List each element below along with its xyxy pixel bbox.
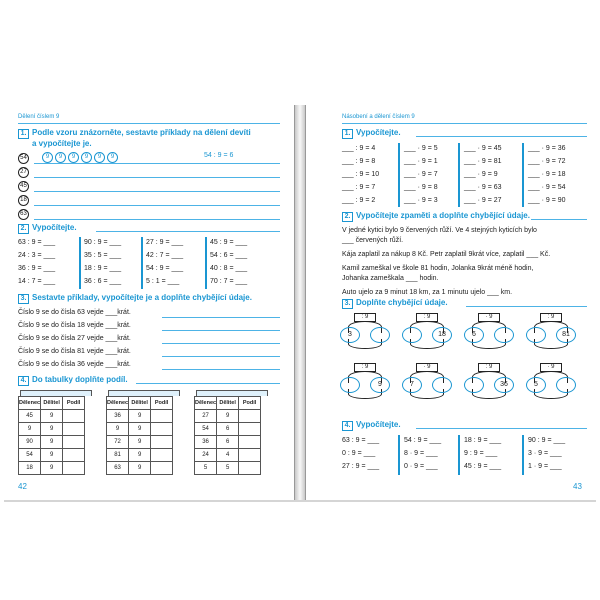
exercise[interactable]: 27 : 9 = ___ (146, 239, 184, 246)
answer-line[interactable] (34, 219, 280, 220)
right-s1-title-text: Vypočítejte. (356, 128, 401, 137)
exercise[interactable]: ___ · 9 = 45 (464, 145, 502, 152)
exercise[interactable]: 3 · 9 = ___ (528, 450, 562, 457)
table-row (107, 449, 173, 462)
dividend-cell: 9 (107, 423, 129, 436)
exercise[interactable]: 63 : 9 = ___ (18, 239, 56, 246)
left-s2-number: 2. (18, 224, 29, 234)
dividend-cell: 54 (19, 449, 41, 462)
left-s2-title-line (96, 231, 280, 232)
table-row (195, 449, 261, 462)
exercise-sentence: Číslo 9 se do čísla 36 vejde ___krát. (18, 361, 131, 368)
exercise[interactable]: ___ · 9 = 5 (404, 145, 438, 152)
operation-box: : 9 (354, 363, 376, 372)
right-value-oval[interactable] (432, 377, 452, 393)
table-row (195, 423, 261, 436)
divisor-cell: 9 (41, 436, 63, 449)
operation-diagram (398, 363, 458, 403)
exercise[interactable]: 9 : 9 = ___ (464, 450, 498, 457)
right-page-number: 43 (573, 482, 582, 491)
answer-line[interactable] (34, 205, 280, 206)
divisor-cell: 9 (217, 410, 239, 423)
left-page-header: Dělení číslem 9 (18, 114, 60, 120)
right-value-oval: 36 (494, 377, 514, 393)
left-value-oval[interactable] (464, 377, 484, 393)
column-separator (458, 435, 460, 475)
quotient-cell[interactable] (63, 462, 85, 475)
divisor-cell: 9 (41, 423, 63, 436)
right-value-oval[interactable] (370, 327, 390, 343)
exercise[interactable]: 0 · 9 = ___ (404, 463, 438, 470)
exercise[interactable]: 45 : 9 = ___ (464, 463, 502, 470)
example-circle: 9 (94, 152, 105, 163)
exercise[interactable]: ___ · 9 = 81 (464, 158, 502, 165)
left-value-oval[interactable] (340, 377, 360, 393)
operation-diagram (398, 313, 458, 353)
left-s4-title (18, 375, 128, 386)
example-circle: 9 (107, 152, 118, 163)
dividend-cell: 9 (19, 423, 41, 436)
exercise[interactable]: ___ · 9 = 72 (528, 158, 566, 165)
right-value-oval: 9 (370, 377, 390, 393)
divisor-cell: 5 (217, 462, 239, 475)
table-row (107, 410, 173, 423)
number-circle: 63 (18, 209, 29, 220)
right-s1-number: 1. (342, 129, 353, 139)
exercise[interactable]: 70 : 7 = ___ (210, 278, 248, 285)
right-s2-title (342, 211, 530, 222)
dividend-cell: 63 (107, 462, 129, 475)
column-separator (205, 237, 207, 289)
dividend-cell: 24 (195, 449, 217, 462)
operation-box: : 9 (478, 363, 500, 372)
right-s2-title-line (531, 219, 587, 220)
number-circle: 45 (18, 181, 29, 192)
divisor-cell: 4 (217, 449, 239, 462)
exercise[interactable]: 54 : 6 = ___ (210, 252, 248, 259)
quotient-cell[interactable] (63, 449, 85, 462)
right-page (305, 105, 596, 500)
right-s3-title-line (466, 306, 587, 307)
table-row (195, 436, 261, 449)
quotient-cell[interactable] (63, 423, 85, 436)
table-header-cell: Podíl (151, 397, 173, 410)
dividend-cell: 36 (195, 436, 217, 449)
exercise[interactable]: 54 : 9 = ___ (146, 265, 184, 272)
exercise[interactable]: ___ · 9 = 9 (464, 171, 498, 178)
exercise[interactable]: 24 : 3 = ___ (18, 252, 56, 259)
exercise[interactable]: 1 · 9 = ___ (528, 463, 562, 470)
right-s1-title-line (416, 136, 587, 137)
left-page-number: 42 (18, 482, 27, 491)
word-problem-line: ___ červených růží. (342, 237, 404, 244)
operation-box: · 9 (478, 313, 500, 322)
exercise[interactable]: 45 : 9 = ___ (210, 239, 248, 246)
dividend-cell: 27 (195, 410, 217, 423)
quotient-cell[interactable] (151, 462, 173, 475)
operation-diagram (522, 313, 582, 353)
word-problem-line: Auto ujelo za 9 minut 18 km, za 1 minutu ujelo ___ km. (342, 289, 513, 296)
table-row (19, 423, 85, 436)
left-s1-title (18, 128, 280, 139)
left-s1-title-line1: Podle vzoru znázorněte, sestavte příklady na dělení devíti (32, 128, 251, 137)
quotient-cell[interactable] (239, 462, 261, 475)
left-value-oval[interactable] (526, 327, 546, 343)
quotient-cell[interactable] (239, 410, 261, 423)
answer-line[interactable] (162, 343, 280, 344)
exercise-sentence: Číslo 9 se do čísla 63 vejde ___krát. (18, 309, 131, 316)
quotient-cell[interactable] (151, 410, 173, 423)
dividend-cell: 72 (107, 436, 129, 449)
exercise[interactable]: ___ · 9 = 90 (528, 197, 566, 204)
number-circle: 54 (18, 153, 29, 164)
exercise-sentence: Číslo 9 se do čísla 27 vejde ___krát. (18, 335, 131, 342)
left-s2-title-text: Vypočítejte. (32, 223, 77, 232)
right-value-oval[interactable] (494, 327, 514, 343)
answer-line[interactable] (34, 191, 280, 192)
page-shadow (4, 500, 596, 502)
exercise[interactable]: 54 : 9 = ___ (404, 437, 442, 444)
answer-line[interactable] (34, 177, 280, 178)
left-value-oval: 6 (464, 327, 484, 343)
operation-box: · 9 (540, 363, 562, 372)
divisor-cell: 9 (129, 410, 151, 423)
column-separator (458, 143, 460, 207)
exercise[interactable]: ___ · 9 = 1 (404, 158, 438, 165)
left-s3-title (18, 293, 288, 304)
operation-box: : 9 (354, 313, 376, 322)
table-row (19, 449, 85, 462)
exercise[interactable]: ___ · 9 = 27 (464, 197, 502, 204)
word-problem-line: Johanka zameškala ___ hodin. (342, 275, 439, 282)
right-s3-number: 3. (342, 299, 353, 309)
table-header-cell: Dělitel (41, 397, 63, 410)
operation-diagram (522, 363, 582, 403)
table-header-cell: Dělenec (195, 397, 217, 410)
divisor-cell: 6 (217, 436, 239, 449)
answer-line[interactable] (162, 369, 280, 370)
left-s3-number: 3. (18, 294, 29, 304)
book-gutter (295, 105, 305, 500)
table-header-row (195, 397, 261, 410)
word-problem-line: Kája zaplatil za nákup 8 Kč. Petr zaplatil 9krát více, zaplatil ___ Kč. (342, 251, 551, 258)
exercise[interactable]: ___ : 9 = 2 (342, 197, 376, 204)
right-s4-number: 4. (342, 421, 353, 431)
left-s4-title-text: Do tabulky doplňte podíl. (32, 375, 128, 384)
answer-line[interactable] (162, 356, 280, 357)
left-header-line (18, 123, 280, 124)
exercise-sentence: Číslo 9 se do čísla 18 vejde ___krát. (18, 322, 131, 329)
left-s4-number: 4. (18, 376, 29, 386)
exercise[interactable]: 63 : 9 = ___ (342, 437, 380, 444)
word-problem-line: V jedné kytici bylo 9 červených růží. Ve 4 stejných kyticích bylo (342, 227, 537, 234)
divisor-cell: 9 (41, 449, 63, 462)
column-separator (522, 435, 524, 475)
exercise[interactable]: 35 : 5 = ___ (84, 252, 122, 259)
column-separator (398, 435, 400, 475)
quotient-cell[interactable] (239, 436, 261, 449)
example-circle: 9 (81, 152, 92, 163)
number-circle: 18 (18, 195, 29, 206)
answer-line[interactable] (34, 163, 280, 164)
exercise[interactable]: ___ · 9 = 54 (528, 184, 566, 191)
operation-diagram (460, 363, 520, 403)
example-circle: 9 (55, 152, 66, 163)
exercise[interactable]: 8 · 9 = ___ (404, 450, 438, 457)
left-value-oval: 3 (340, 327, 360, 343)
answer-line[interactable] (162, 330, 280, 331)
exercise[interactable]: ___ · 9 = 36 (528, 145, 566, 152)
right-s4-title-line (416, 428, 587, 429)
exercise[interactable]: 27 : 9 = ___ (342, 463, 380, 470)
divisor-cell: 9 (41, 410, 63, 423)
left-s1-title-line2: a vypočítejte je. (32, 139, 92, 148)
table-header-row (19, 397, 85, 410)
right-s2-number: 2. (342, 212, 353, 222)
table-header-cell: Podíl (239, 397, 261, 410)
operation-diagram (336, 313, 396, 353)
exercise[interactable]: ___ : 9 = 10 (342, 171, 380, 178)
right-s3-title (342, 298, 448, 309)
operation-diagram (460, 313, 520, 353)
dividend-cell: 45 (19, 410, 41, 423)
dividend-cell: 36 (107, 410, 129, 423)
table-row (107, 436, 173, 449)
right-page-header: Násobení a dělení číslem 9 (342, 114, 415, 120)
left-value-oval: 7 (402, 377, 422, 393)
exercise[interactable]: 18 : 9 = ___ (84, 265, 122, 272)
left-value-oval: 5 (526, 377, 546, 393)
divisor-cell: 9 (129, 462, 151, 475)
table-row (107, 423, 173, 436)
quotient-table (194, 396, 261, 475)
exercise[interactable]: 36 : 9 = ___ (18, 265, 56, 272)
exercise[interactable]: 14 : 7 = ___ (18, 278, 56, 285)
dividend-cell: 90 (19, 436, 41, 449)
quotient-cell[interactable] (63, 436, 85, 449)
right-value-oval[interactable] (556, 377, 576, 393)
left-value-oval[interactable] (402, 327, 422, 343)
right-s2-title-text: Vypočítejte zpaměti a doplňte chybějící údaje. (356, 211, 530, 220)
dividend-cell: 81 (107, 449, 129, 462)
quotient-cell[interactable] (151, 423, 173, 436)
table-header-cell: Podíl (63, 397, 85, 410)
table-row (19, 436, 85, 449)
operation-diagram (336, 363, 396, 403)
exercise[interactable]: ___ · 9 = 18 (528, 171, 566, 178)
table-header-cell: Dělitel (129, 397, 151, 410)
exercise[interactable]: 42 : 7 = ___ (146, 252, 184, 259)
table-header-row (107, 397, 173, 410)
answer-line[interactable] (162, 317, 280, 318)
quotient-table (18, 396, 85, 475)
table-row (195, 410, 261, 423)
exercise[interactable]: 5 : 1 = ___ (146, 278, 180, 285)
operation-box: : 9 (540, 313, 562, 322)
column-separator (522, 143, 524, 207)
table-row (19, 462, 85, 475)
left-s4-title-line (136, 383, 280, 384)
divisor-cell: 6 (217, 423, 239, 436)
column-separator (79, 237, 81, 289)
column-separator (398, 143, 400, 207)
left-s3-title-text: Sestavte příklady, vypočítejte je a doplňte chybějící údaje. (32, 293, 252, 302)
left-s2-title (18, 223, 77, 234)
exercise[interactable]: ___ : 9 = 7 (342, 184, 376, 191)
table-row (107, 462, 173, 475)
left-s1-number: 1. (18, 129, 29, 139)
exercise[interactable]: ___ · 9 = 3 (404, 197, 438, 204)
divisor-cell: 9 (129, 436, 151, 449)
example-result: 54 : 9 = 6 (204, 152, 234, 159)
exercise[interactable]: 0 : 9 = ___ (342, 450, 376, 457)
table-header-cell: Dělenec (107, 397, 129, 410)
quotient-table (106, 396, 173, 475)
exercise[interactable]: ___ : 9 = 8 (342, 158, 376, 165)
table-row (195, 462, 261, 475)
exercise[interactable]: ___ · 9 = 8 (404, 184, 438, 191)
example-circle: 9 (68, 152, 79, 163)
divisor-cell: 9 (129, 449, 151, 462)
exercise[interactable]: ___ · 9 = 63 (464, 184, 502, 191)
dividend-cell: 18 (19, 462, 41, 475)
divisor-cell: 9 (129, 423, 151, 436)
column-separator (141, 237, 143, 289)
dividend-cell: 5 (195, 462, 217, 475)
table-row (19, 410, 85, 423)
right-header-line (342, 123, 587, 124)
example-circle: 9 (42, 152, 53, 163)
divisor-cell: 9 (41, 462, 63, 475)
exercise[interactable]: ___ : 9 = 4 (342, 145, 376, 152)
quotient-cell[interactable] (239, 423, 261, 436)
exercise[interactable]: 18 : 9 = ___ (464, 437, 502, 444)
number-circle: 27 (18, 167, 29, 178)
right-value-oval: 18 (432, 327, 452, 343)
quotient-cell[interactable] (239, 449, 261, 462)
right-value-oval: 81 (556, 327, 576, 343)
exercise[interactable]: ___ · 9 = 7 (404, 171, 438, 178)
left-page (4, 105, 295, 500)
exercise[interactable]: 36 : 6 = ___ (84, 278, 122, 285)
word-problem-line: Kamil zameškal ve škole 81 hodin, Jolanka 9krát méně hodin, (342, 265, 534, 272)
exercise[interactable]: 40 : 8 = ___ (210, 265, 248, 272)
quotient-cell[interactable] (151, 436, 173, 449)
quotient-cell[interactable] (63, 410, 85, 423)
operation-box: : 9 (416, 313, 438, 322)
right-s4-title-text: Vypočítejte. (356, 420, 401, 429)
right-s1-title (342, 128, 401, 139)
table-header-cell: Dělitel (217, 397, 239, 410)
table-header-cell: Dělenec (19, 397, 41, 410)
exercise[interactable]: 90 : 9 = ___ (84, 239, 122, 246)
exercise[interactable]: 90 : 9 = ___ (528, 437, 566, 444)
right-s4-title (342, 420, 401, 431)
operation-box: · 9 (416, 363, 438, 372)
quotient-cell[interactable] (151, 449, 173, 462)
dividend-cell: 54 (195, 423, 217, 436)
right-s3-title-text: Doplňte chybějící údaje. (356, 298, 448, 307)
exercise-sentence: Číslo 9 se do čísla 81 vejde ___krát. (18, 348, 131, 355)
